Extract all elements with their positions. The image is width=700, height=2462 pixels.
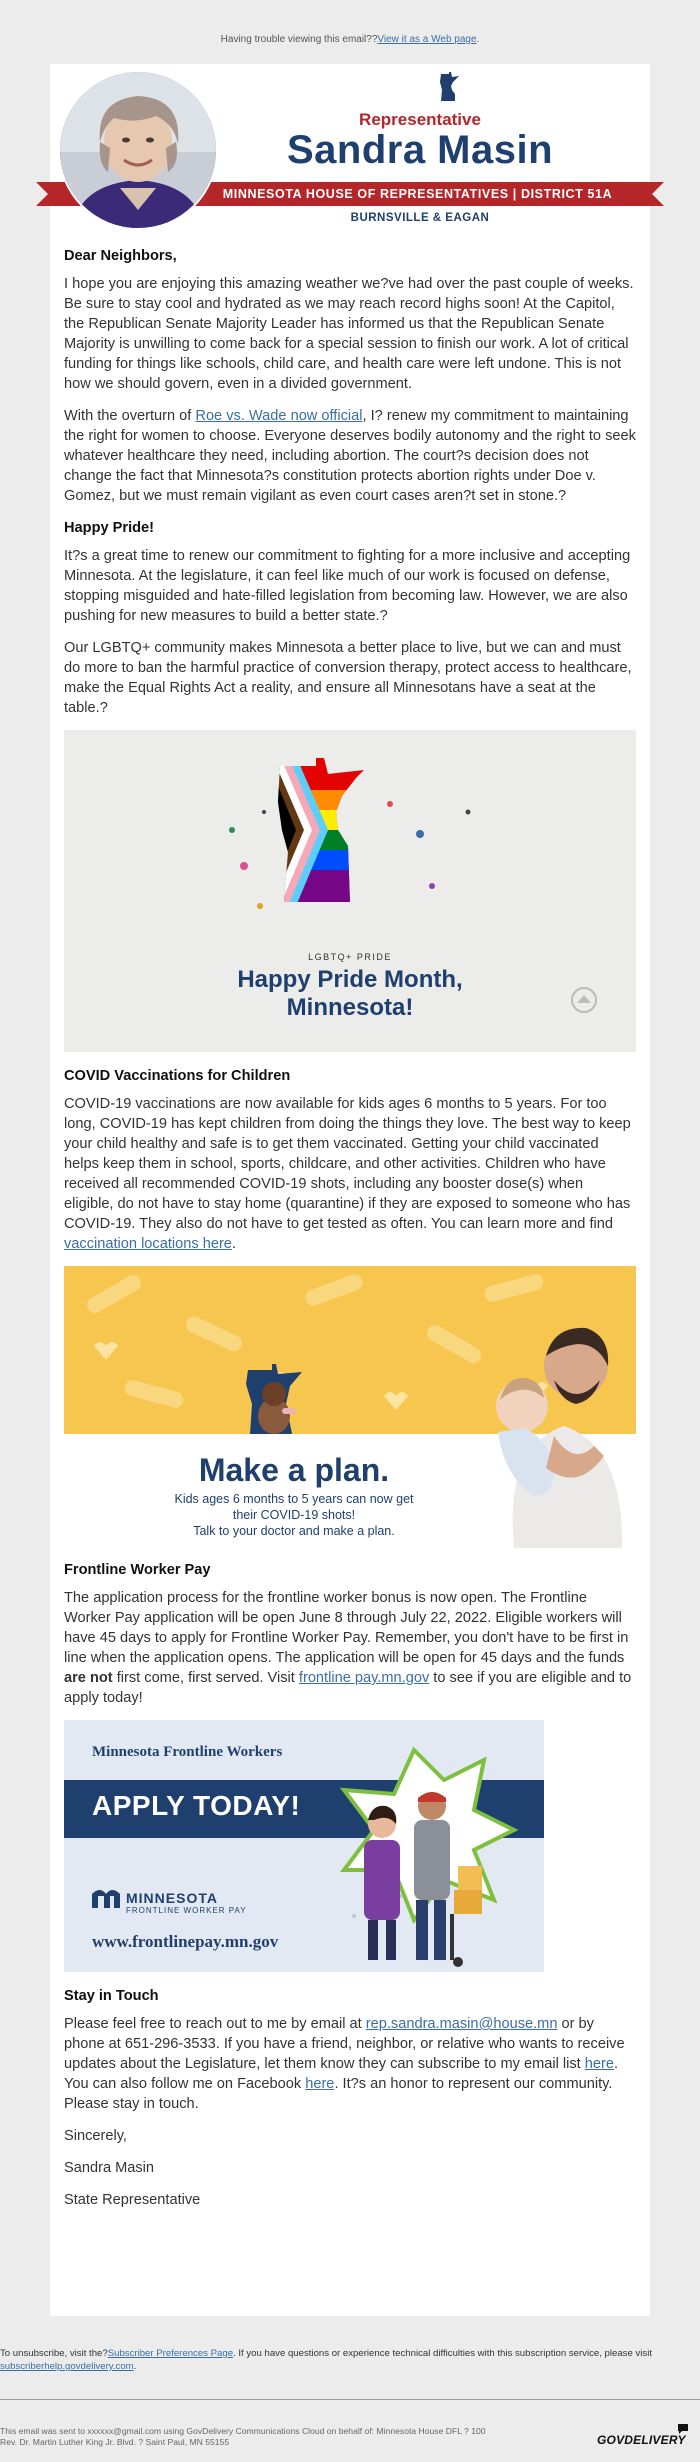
roe-vs-wade-link[interactable]: Roe vs. Wade now official xyxy=(195,408,363,424)
house-seal-icon xyxy=(570,986,598,1014)
pride-small-caption: LGBTQ+ PRIDE xyxy=(308,952,392,962)
frontline-image-title: Minnesota Frontline Workers xyxy=(92,1744,283,1760)
facebook-link[interactable]: here xyxy=(305,2076,335,2092)
paragraph-frontline xyxy=(64,1588,636,1708)
emphasis-text: are not xyxy=(64,1670,113,1686)
text: . If you have questions or experience technical difficulties with this subscription service, please visit xyxy=(233,2348,653,2359)
pride-month-image xyxy=(64,730,636,1052)
text: The application process for the frontline worker bonus is now open. The Frontline Worker Pay application will be open June 8 through July 22, 2022. Eligible workers will have 45 days to apply for Frontline Worker Pay. Remember, you don't have to be first in line when the application opens. The application will be open for 45 days and the funds xyxy=(64,1590,629,1666)
top-note xyxy=(0,34,700,45)
heading-covid: COVID Vaccinations for Children xyxy=(64,1068,291,1084)
footer-divider xyxy=(0,2399,700,2400)
signature-name: Sandra Masin xyxy=(64,2160,155,2176)
greeting: Dear Neighbors, xyxy=(64,248,177,264)
sent-info-line2: Rev. Dr. Martin Luther King Jr. Blvd. ? Saint Paul, MN 55155 xyxy=(0,2437,230,2447)
representative-label: Representative xyxy=(359,110,481,129)
covid-image-line1: Kids ages 6 months to 5 years can now get xyxy=(174,1492,414,1506)
top-note-text: Having trouble viewing this email?? xyxy=(220,34,378,45)
pride-title-line2: Minnesota! xyxy=(286,994,414,1021)
paragraph-roe xyxy=(64,406,636,506)
email-link[interactable]: rep.sandra.masin@house.mn xyxy=(365,2016,558,2032)
paragraph-covid xyxy=(64,1094,636,1254)
text: . xyxy=(133,2361,137,2372)
district-banner-text: MINNESOTA HOUSE OF REPRESENTATIVES | DISTRICT 51A xyxy=(222,187,613,201)
frontline-image-apply: APPLY TODAY! xyxy=(92,1790,301,1821)
frontline-pay-link[interactable]: frontline pay.mn.gov xyxy=(298,1670,430,1686)
web-page-link[interactable]: View it as a Web page xyxy=(377,34,477,45)
govdelivery-logo[interactable] xyxy=(597,2433,686,2447)
newsletter-header xyxy=(50,64,650,234)
govdelivery-logo-text: GOVDELIVERY xyxy=(597,2433,686,2447)
mn-logo-icon xyxy=(92,1888,122,1908)
representative-photo xyxy=(60,72,216,228)
text: , I? renew my commitment to maintaining the right for women to choose. Everyone deserves bodily autonomy and the right to seek whatever healthcare they need, including abortion. The court?s decision does not change the fact that Minnesota?s constitution protects abortion rights under Doe v. Gomez, but we must remain vigilant as even court cases aren?t set in stone.? xyxy=(64,408,636,504)
speech-bubble-icon xyxy=(677,2423,689,2435)
text: or by phone at 651-296-3533. If you have a friend, neighbor, or relative who wants to receive updates about the Legislature, let them know they can subscribe to my email list xyxy=(64,2016,625,2072)
district-cities: BURNSVILLE & EAGAN xyxy=(350,212,490,224)
text: . xyxy=(231,1236,236,1252)
text: Please feel free to reach out to me by email at xyxy=(64,2016,366,2032)
covid-image-line2: their COVID-19 shots! xyxy=(232,1508,356,1522)
heading-stay-in-touch: Stay in Touch xyxy=(64,1988,159,2004)
covid-image-title: Make a plan. xyxy=(198,1452,390,1488)
minnesota-state-icon xyxy=(439,72,461,102)
vaccination-locations-link[interactable]: vaccination locations here xyxy=(64,1236,232,1252)
frontline-logo-brand: MINNESOTA xyxy=(126,1890,218,1906)
text: . You can also follow me on Facebook xyxy=(64,2056,619,2092)
subscriber-help-link[interactable]: subscriberhelp.govdelivery.com xyxy=(0,2361,134,2372)
signature-title: State Representative xyxy=(64,2192,201,2208)
text: To unsubscribe, visit the? xyxy=(0,2348,108,2359)
representative-name: Sandra Masin xyxy=(286,128,554,172)
top-note-suffix: . xyxy=(476,34,480,45)
covid-image-line3: Talk to your doctor and make a plan. xyxy=(193,1524,395,1538)
paragraph-pride-1: It?s a great time to renew our commitment to fighting for a more inclusive and accepting Minnesota. At the legislature, it can feel like much of our work is focused on defense, stopping misguided and hate-filled legislation from becoming law. However, we are also pushing for new measures to build a better state.? xyxy=(64,548,631,624)
email-body xyxy=(64,248,636,2222)
frontline-apply-image[interactable] xyxy=(64,1720,544,1972)
paragraph-stay-in-touch xyxy=(64,2014,636,2114)
signoff: Sincerely, xyxy=(64,2128,127,2144)
frontline-logo-sub: FRONTLINE WORKER PAY xyxy=(126,1906,247,1915)
email-card xyxy=(50,64,650,2316)
sent-info-line1: This email was sent to xxxxxx@gmail.com using GovDelivery Communications Cloud on behalf of: Minnesota House DFL ? 100 xyxy=(0,2426,486,2436)
paragraph-weather: I hope you are enjoying this amazing weather we?ve had over the past couple of weeks. Be sure to stay cool and hydrated as we may reach record highs soon! At the Capitol, the Republican Senate Majority Leader has informed us that the Republican Senate Majority is unwilling to come back for a special session to finish our work. A lot of critical funding for things like schools, child care, and health care were left undone. This is not how we should govern, even in a divided government. xyxy=(64,276,634,392)
pride-title-line1: Happy Pride Month, xyxy=(237,966,463,993)
heading-frontline: Frontline Worker Pay xyxy=(64,1562,211,1578)
text: first come, first served. Visit xyxy=(112,1670,299,1686)
unsubscribe-footer xyxy=(0,2347,700,2373)
sent-info-footer xyxy=(0,2426,540,2448)
text: With the overturn of xyxy=(64,408,196,424)
text: COVID-19 vaccinations are now available for kids ages 6 months to 5 years. For too long, COVID-19 has kept children from doing the things they love. The best way to keep your child healthy and safe is to get them vaccinated. Getting your child vaccinated helps keep them in school, sports, childcare, and other activities. Children who have received all recommended COVID-19 shots, including any booster dose(s) when eligible, do not have to stay home (quarantine) if they are exposed to someone who has COVID-19. They also do not have to get tested as often. You can learn more and find xyxy=(64,1096,631,1232)
heading-pride: Happy Pride! xyxy=(64,520,155,536)
paragraph-pride-2: Our LGBTQ+ community makes Minnesota a better place to live, but we can and must do more to ban the harmful practice of conversion therapy, protect access to healthcare, make the Equal Rights Act a reality, and ensure all Minnesotans have a seat at the table.? xyxy=(64,640,632,716)
frontline-image-url: www.frontlinepay.mn.gov xyxy=(92,1932,279,1951)
subscriber-preferences-link[interactable]: Subscriber Preferences Page xyxy=(107,2348,234,2359)
text: . It?s an honor to represent our community. Please stay in touch. xyxy=(64,2076,613,2112)
covid-make-a-plan-image xyxy=(64,1266,636,1548)
text: to see if you are eligible and to apply today! xyxy=(64,1670,632,1706)
subscribe-link[interactable]: here xyxy=(584,2056,615,2072)
